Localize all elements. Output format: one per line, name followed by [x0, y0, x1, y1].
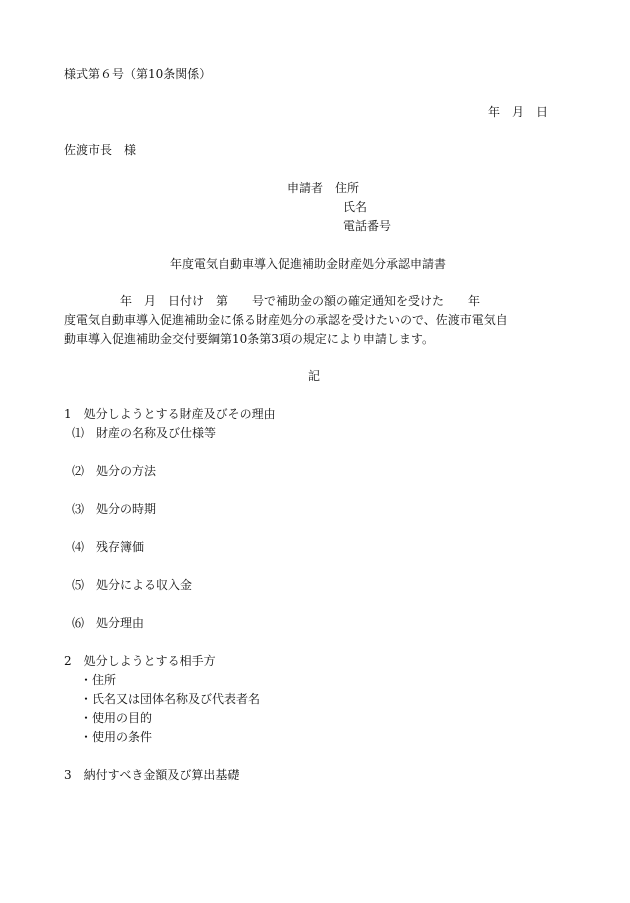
- section-1-item-4: ⑷ 残存簿価: [72, 540, 145, 554]
- body-line-1: 年 月 日付け 第 号で補助金の額の確定通知を受けた 年: [120, 294, 481, 308]
- document-title: 年度電気自動車導入促進補助金財産処分承認申請書: [170, 257, 447, 271]
- body-paragraph: [64, 292, 564, 349]
- section-1-item-2: ⑵ 処分の方法: [72, 464, 157, 478]
- body-line-2: 度電気自動車導入促進補助金に係る財産処分の承認を受けたいので、佐渡市電気自: [64, 313, 508, 327]
- section-2-heading: 2 処分しようとする相手方: [64, 654, 216, 668]
- applicant-address-label: 申請者 住所: [287, 181, 360, 195]
- ki-heading: 記: [308, 369, 321, 383]
- section-1-item-5: ⑸ 処分による収入金: [72, 578, 193, 592]
- applicant-phone-label: 電話番号: [343, 219, 392, 233]
- section-2-item-2: ・氏名又は団体名称及び代表者名: [80, 692, 261, 706]
- section-1-item-6: ⑹ 処分理由: [72, 616, 145, 630]
- section-1-heading: 1 処分しようとする財産及びその理由: [64, 407, 276, 421]
- section-1-item-3: ⑶ 処分の時期: [72, 502, 157, 516]
- addressee: 佐渡市長 様: [64, 143, 137, 157]
- section-1-item-1: ⑴ 財産の名称及び仕様等: [72, 426, 217, 440]
- section-2-item-4: ・使用の条件: [80, 730, 153, 744]
- body-line-3: 動車導入促進補助金交付要綱第10条第3項の規定により申請します。: [64, 332, 434, 346]
- section-3-heading: 3 納付すべき金額及び算出基礎: [64, 768, 240, 782]
- applicant-name-label: 氏名: [343, 200, 368, 214]
- section-2-item-3: ・使用の目的: [80, 711, 153, 725]
- form-label: 様式第６号（第10条関係）: [64, 67, 212, 81]
- section-2-item-1: ・住所: [80, 673, 117, 687]
- date-line: 年 月 日: [488, 105, 549, 119]
